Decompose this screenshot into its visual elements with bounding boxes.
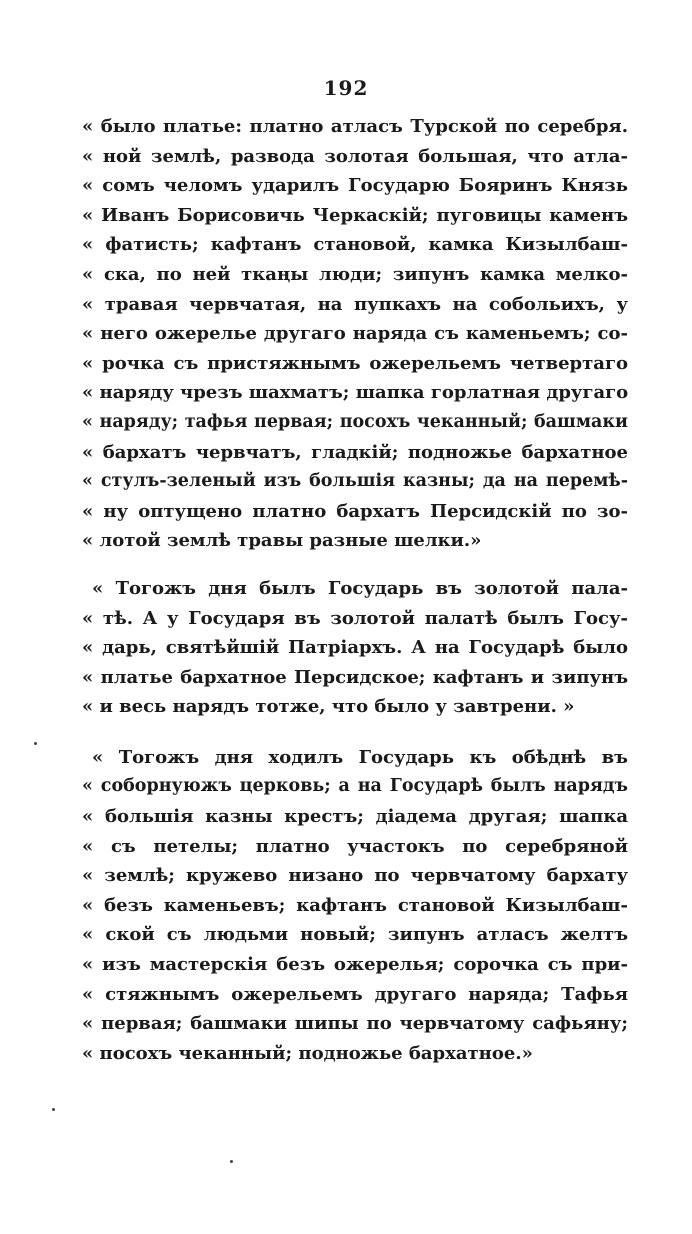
text-line: « Тогожъ дня былъ Государь въ золотой пала- [92,577,628,599]
text-line: « большія казны крестъ; діадема другая; шапка [82,806,628,828]
text-line: « сомъ челомъ ударилъ Государю Бояринъ Князь [82,175,628,197]
paragraph-2 [82,574,628,722]
text-line: « платье бархатное Персидское; кафтанъ и зипунъ [82,666,628,688]
scan-speck [34,742,37,745]
text-line: « дарь, святѣйшій Патріархъ. А на Государѣ было [82,637,628,659]
text-line: « рочка съ пристяжнымъ ожерельемъ четвертаго [82,352,628,374]
text-line: « бархатъ червчатъ, гладкій; подножье бархатное [82,441,628,463]
text-line: « съ петелы; платно участокъ по серебряной [82,835,628,857]
paragraph-1 [82,112,628,556]
text-line: « него ожерелье другаго наряда съ каменьемъ; со- [82,323,628,345]
text-line: « изъ мастерскія безъ ожерелья; сорочка съ при- [82,954,628,976]
text-line: « лотой землѣ травы разные шелки.» [82,530,482,552]
text-line: « соборнуюжъ церковь; а на Государѣ былъ нарядъ [82,776,628,797]
text-line: « ной землѣ, развода золотая большая, что атла- [82,145,628,167]
text-line: « землѣ; кружево низано по червчатому бархату [82,865,628,887]
text-line: « тѣ. А у Государя въ золотой палатѣ былъ Госу- [82,607,628,629]
page-number: 192 [323,76,369,100]
text-line: « первая; башмаки шипы по червчатому сафьяну; [82,1013,628,1035]
text-line: « ска, по ней ткаңы люди; зипунъ камка мелко- [82,263,628,285]
paragraph-3 [82,743,628,1069]
scan-speck [230,1160,233,1163]
text-block [82,112,628,1068]
text-line: « фатисть; кафтанъ становой, камка Кизылбаш- [82,234,628,256]
text-line: « Тогожъ дня ходилъ Государь къ обѣднѣ въ [92,746,628,768]
text-line: « и весь нарядъ тотже, что было у завтрени. » [82,696,575,718]
text-line: « стяжнымъ ожерельемъ другаго наряда; Тафья [82,983,628,1005]
text-line: « травая червчатая, на пупкахъ на собольихъ, у [82,293,628,315]
text-line: « стулъ-зеленый изъ большія казны; да на перемѣ- [82,471,628,492]
text-line: « наряду чрезъ шахматъ; шапка горлатная другаго [82,382,629,404]
text-line: « было платье: платно атласъ Турской по серебря. [82,116,628,137]
text-line: « ской съ людьми новый; зипунъ атласъ желтъ [82,924,628,946]
scan-speck [52,1108,55,1111]
text-line: « наряду; тафья первая; посохъ чеканный; башмаки [82,411,628,432]
text-line: « ну оптущено платно бархатъ Персидскій по зо- [82,500,628,522]
text-line: « Иванъ Борисовичь Черкаскій; пуговицы каменъ [82,204,628,226]
text-line: « посохъ чеканный; подножье бархатное.» [82,1042,533,1064]
text-line: « безъ каменьевъ; кафтанъ становой Кизылбаш- [82,894,628,916]
